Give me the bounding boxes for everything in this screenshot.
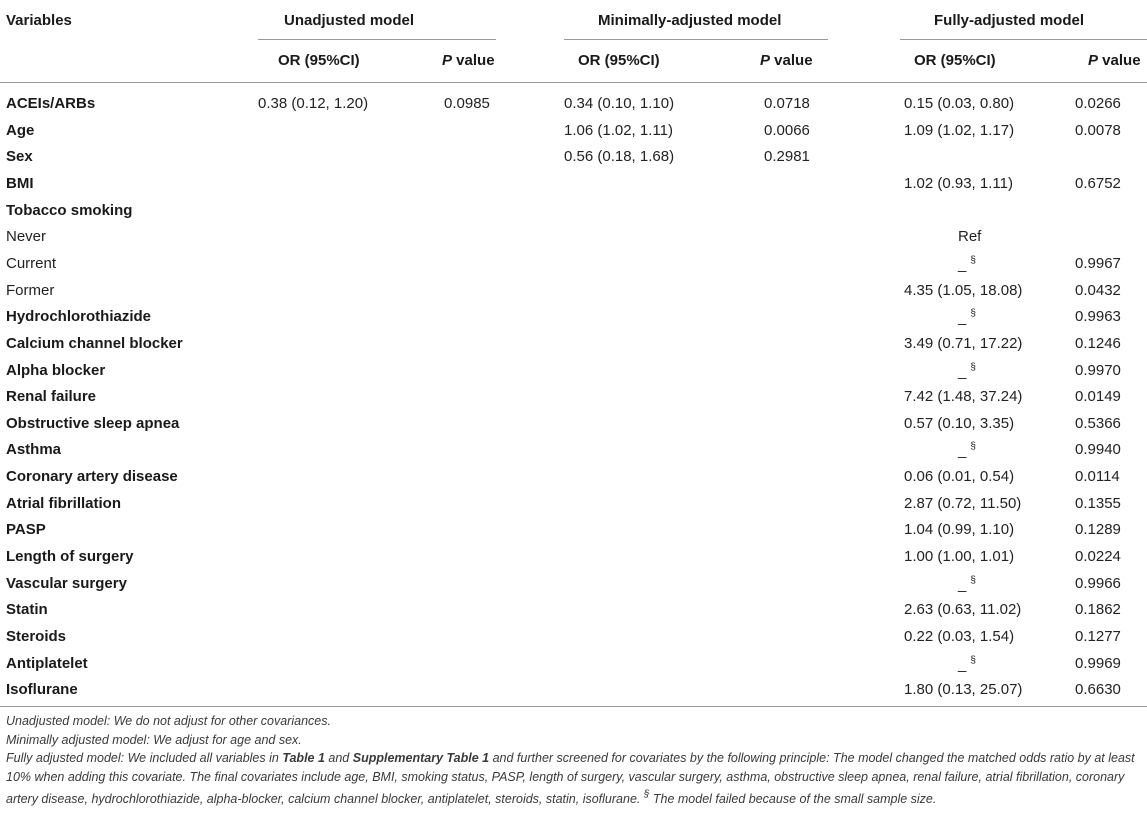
- minimally-adjusted-p-cell: 0.2981: [764, 148, 810, 165]
- fully-adjusted-or-cell: 1.04 (0.99, 1.10): [904, 521, 1015, 538]
- fully-adjusted-or-cell: 1.00 (1.00, 1.01): [904, 548, 1015, 565]
- section-mark: §: [970, 655, 976, 666]
- fully-adjusted-or-cell: 7.42 (1.48, 37.24): [904, 388, 1023, 405]
- unadjusted-or-cell: 0.38 (0.12, 1.20): [258, 95, 369, 112]
- section-mark: §: [970, 308, 976, 319]
- fully-adjusted-p-cell: 0.9969: [1075, 655, 1121, 672]
- fully-adjusted-or-cell: _ §: [958, 308, 976, 326]
- fully-adjusted-p-cell: 0.9970: [1075, 362, 1121, 379]
- fully-adjusted-p-cell: 0.5366: [1075, 415, 1121, 432]
- unadjusted-or-header: OR (95%CI): [278, 52, 360, 69]
- row-label: Coronary artery disease: [6, 468, 178, 485]
- row-label: Obstructive sleep apnea: [6, 415, 180, 432]
- minimally-adjusted-model-header: Minimally-adjusted model: [598, 12, 782, 29]
- fully-adjusted-p-cell: 0.6752: [1075, 175, 1121, 192]
- fully-adjusted-or-cell: 2.63 (0.63, 11.02): [904, 601, 1022, 618]
- minimally-adjusted-or-header: OR (95%CI): [578, 52, 660, 69]
- unadjusted-group-rule: [258, 39, 496, 40]
- row-label: Renal failure: [6, 388, 97, 405]
- fully-adjusted-p-cell: 0.0224: [1075, 548, 1121, 565]
- row-label: Antiplatelet: [6, 655, 88, 672]
- fully-adjusted-or-cell: _ §: [958, 655, 976, 673]
- minimally-adjusted-or-cell: 0.34 (0.10, 1.10): [564, 95, 675, 112]
- fully-adjusted-or-cell: 1.09 (1.02, 1.17): [904, 122, 1015, 139]
- fully-adjusted-or-header: OR (95%CI): [914, 52, 996, 69]
- section-mark: §: [970, 362, 976, 373]
- minimally-adjusted-or-cell: 1.06 (1.02, 1.11): [564, 122, 673, 139]
- fully-adjusted-or-cell: 0.22 (0.03, 1.54): [904, 628, 1015, 645]
- footnote-unadjusted: Unadjusted model: We do not adjust for other covariances.: [6, 714, 331, 728]
- fully-adjusted-p-cell: 0.1277: [1075, 628, 1121, 645]
- fully-adjusted-or-cell: _ §: [958, 362, 976, 380]
- row-label: Sex: [6, 148, 33, 165]
- row-label: Age: [6, 122, 35, 139]
- fully-adjusted-or-cell: 3.49 (0.71, 17.22): [904, 335, 1023, 352]
- fully-adjusted-or-cell: 0.15 (0.03, 0.80): [904, 95, 1015, 112]
- row-label: Tobacco smoking: [6, 202, 133, 219]
- fully-adjusted-model-header: Fully-adjusted model: [934, 12, 1085, 29]
- section-mark: §: [970, 575, 976, 586]
- fully-adjusted-p-cell: 0.0266: [1075, 95, 1121, 112]
- fully-adjusted-or-cell: _ §: [958, 255, 976, 273]
- unadjusted-p-header: P value: [442, 52, 495, 69]
- fully-adjusted-or-cell: 4.35 (1.05, 18.08): [904, 282, 1023, 299]
- fully-adjusted-p-header: P value: [1088, 52, 1141, 69]
- fully-adjusted-p-cell: 0.1289: [1075, 521, 1121, 538]
- table-bottom-rule: [0, 706, 1147, 707]
- row-label: Never: [6, 228, 47, 245]
- fully-adjusted-p-cell: 0.1862: [1075, 601, 1121, 618]
- fully-adjusted-p-cell: 0.9966: [1075, 575, 1121, 592]
- header-bottom-rule: [0, 82, 1147, 83]
- fully-adjusted-p-cell: 0.1246: [1075, 335, 1121, 352]
- row-label: Alpha blocker: [6, 362, 106, 379]
- row-label: Isoflurane: [6, 681, 78, 698]
- fully-adjusted-p-cell: 0.0078: [1075, 122, 1121, 139]
- minimally-adjusted-p-header: P value: [760, 52, 813, 69]
- fully-adjusted-or-cell: 0.57 (0.10, 3.35): [904, 415, 1015, 432]
- minimally-adjusted-p-cell: 0.0066: [764, 122, 810, 139]
- row-label: Hydrochlorothiazide: [6, 308, 152, 325]
- fully-adjusted-or-cell: 2.87 (0.72, 11.50): [904, 495, 1022, 512]
- table-1-reference: Table 1: [282, 751, 325, 765]
- variables-header: Variables: [6, 12, 72, 29]
- row-label: Statin: [6, 601, 48, 618]
- fully-adjusted-p-cell: 0.0114: [1075, 468, 1120, 485]
- minimally-adjusted-p-cell: 0.0718: [764, 95, 810, 112]
- row-label: Asthma: [6, 441, 62, 458]
- fully-adjusted-p-cell: 0.9963: [1075, 308, 1121, 325]
- fully-adjusted-or-cell: 1.02 (0.93, 1.11): [904, 175, 1013, 192]
- row-label: PASP: [6, 521, 46, 538]
- unadjusted-model-header: Unadjusted model: [284, 12, 415, 29]
- row-label: Former: [6, 282, 55, 299]
- minimally-adjusted-group-rule: [564, 39, 828, 40]
- row-label: ACEIs/ARBs: [6, 95, 96, 112]
- supplementary-table-1-reference: Supplementary Table 1: [352, 751, 490, 765]
- fully-adjusted-or-cell: _ §: [958, 575, 976, 593]
- row-label: Current: [6, 255, 57, 272]
- footnote-minimally-adjusted: Minimally adjusted model: We adjust for age and sex.: [6, 732, 302, 747]
- fully-adjusted-or-cell: 0.06 (0.01, 0.54): [904, 468, 1015, 485]
- section-mark: §: [970, 441, 976, 452]
- section-mark: §: [970, 255, 976, 266]
- fully-adjusted-p-cell: 0.9940: [1075, 441, 1121, 458]
- row-label: Length of surgery: [6, 548, 134, 565]
- footnote-fully-adjusted: Fully adjusted model: We included all variables in Table 1 and Supplementary Table 1 and further screened for covariates by the following principle: The model changed the matched odds ratio by at least 10% when adding this covariate. The final covariates include age, BMI, smoking status, PASP, length of surgery, vascular surgery, asthma, obstructive sleep apnea, renal failure, atrial fibrillation, coronary artery disease, hydrochlorothiazide, alpha-blocker, calcium channel blocker, antiplatelet, steroids, statin, isoflurane. § The model failed because of the small sample size.: [6, 751, 1135, 806]
- row-label: Calcium channel blocker: [6, 335, 183, 352]
- fully-adjusted-p-cell: 0.1355: [1075, 495, 1121, 512]
- fully-adjusted-p-cell: 0.6630: [1075, 681, 1121, 698]
- row-label: Steroids: [6, 628, 67, 645]
- fully-adjusted-or-cell: 1.80 (0.13, 25.07): [904, 681, 1023, 698]
- fully-adjusted-p-cell: 0.0149: [1075, 388, 1121, 405]
- fully-adjusted-group-rule: [900, 39, 1147, 40]
- fully-adjusted-or-cell: _ §: [958, 441, 976, 459]
- row-label: Vascular surgery: [6, 575, 127, 592]
- minimally-adjusted-or-cell: 0.56 (0.18, 1.68): [564, 148, 675, 165]
- fully-adjusted-or-cell: Ref: [958, 228, 982, 245]
- table-footnotes: [6, 712, 1142, 809]
- unadjusted-p-cell: 0.0985: [444, 95, 490, 112]
- fully-adjusted-p-cell: 0.9967: [1075, 255, 1121, 272]
- fully-adjusted-p-cell: 0.0432: [1075, 282, 1121, 299]
- row-label: BMI: [6, 175, 34, 192]
- row-label: Atrial fibrillation: [6, 495, 122, 512]
